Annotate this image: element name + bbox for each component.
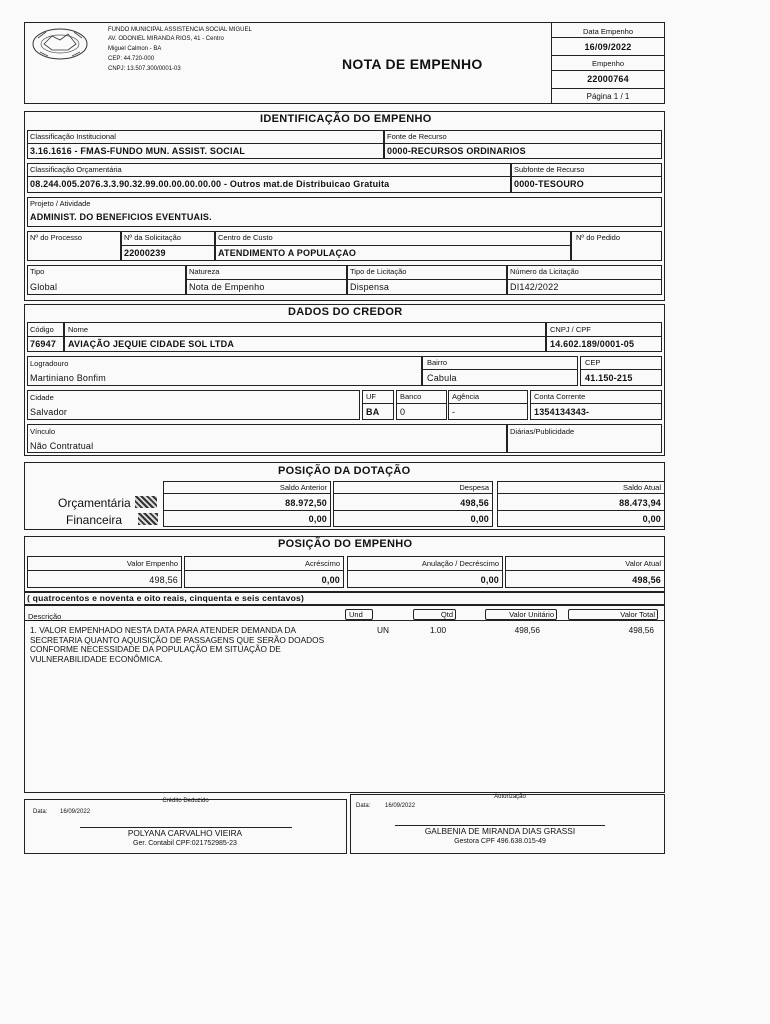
left-signer-role: Ger. Contabil CPF:021752985-23 xyxy=(133,840,237,847)
financeira-stamp-icon xyxy=(138,513,158,525)
agencia-label: Agência xyxy=(452,392,480,401)
nome-value: AVIAÇÃO JEQUIE CIDADE SOL LTDA xyxy=(68,339,235,349)
pos-empenho-title: POSIÇÃO DO EMPENHO xyxy=(278,538,413,550)
codigo-label: Código xyxy=(30,325,54,334)
banco-label: Banco xyxy=(400,392,422,401)
item-und: UN xyxy=(377,625,389,635)
page-number: Página 1 / 1 xyxy=(586,92,630,101)
item-vunit: 498,56 xyxy=(514,625,540,635)
left-date: 16/09/2022 xyxy=(60,809,91,815)
credito-deduzido-title: Crédito Deduzido xyxy=(162,798,209,804)
centro-value: ATENDIMENTO A POPULAÇAO xyxy=(218,248,357,258)
item-qtd: 1.00 xyxy=(430,625,447,635)
tipo-lic-value: Dispensa xyxy=(350,282,390,292)
autorizacao-title: Autorização xyxy=(494,794,526,800)
acrescimo-value: 0,00 xyxy=(321,575,340,585)
fonte-label: Fonte de Recurso xyxy=(387,132,447,141)
cidade-value: Salvador xyxy=(30,407,68,417)
item-desc-line: SECRETARIA QUANTO AQUISIÇÃO DE PASSAGENS QUE SERÃO DOADOS xyxy=(30,634,325,645)
bairro-value: Cabula xyxy=(427,373,457,383)
org-seal-icon xyxy=(30,26,90,62)
orc-saldo-ant: 88.972,50 xyxy=(285,498,327,508)
class-inst-value: 3.16.1616 - FMAS-FUNDO MUN. ASSIST. SOCIAL xyxy=(30,146,246,156)
conta-value: 1354134343- xyxy=(534,407,590,417)
right-date-label: Data: xyxy=(356,803,371,809)
solicitacao-label: Nº da Solicitação xyxy=(124,233,181,242)
diarias-label: Diárias/Publicidade xyxy=(510,427,575,436)
solicitacao-value: 22000239 xyxy=(124,248,166,258)
num-lic-label: Número da Licitação xyxy=(510,267,579,276)
acrescimo-label: Acréscimo xyxy=(304,559,340,568)
valor-atual-label: Valor Atual xyxy=(625,559,661,568)
data-empenho-label: Data Empenho xyxy=(582,27,634,36)
anulacao-label: Anulação / Decréscimo xyxy=(421,559,499,568)
vunit-header xyxy=(485,609,557,620)
natureza-value: Nota de Empenho xyxy=(189,282,265,292)
cep-value: 41.150-215 xyxy=(585,373,633,383)
subfonte-value: 0000-TESOURO xyxy=(514,179,584,189)
vunit-header-label: Valor Unitário xyxy=(509,610,554,619)
right-signer-role: Gestora CPF 496.638.015-49 xyxy=(454,838,546,845)
vinculo-value: Não Contratual xyxy=(30,441,94,451)
qtd-header-label: Qtd xyxy=(440,610,453,619)
banco-value: 0 xyxy=(400,407,406,417)
und-header xyxy=(345,609,373,620)
processo-label: Nº do Processo xyxy=(30,233,82,242)
saldo-atual-label: Saldo Atual xyxy=(623,483,661,492)
item-desc-line: VULNERABILIDADE ECONÔMICA. xyxy=(30,653,163,664)
uf-value: BA xyxy=(366,407,380,417)
financeira-label: Financeira xyxy=(66,513,123,527)
despesa-label: Despesa xyxy=(459,483,489,492)
item-desc-line: CONFORME NECESSIDADE DA POPULAÇÃO EM SITUAÇÃO DE xyxy=(30,644,281,655)
cep-label: CEP xyxy=(585,358,601,367)
cnpj-label: CNPJ / CPF xyxy=(550,325,591,334)
cnpj-value: 14.602.189/0001-05 xyxy=(550,339,635,349)
vtotal-header xyxy=(568,609,658,620)
natureza-label: Natureza xyxy=(189,267,220,276)
item-vtotal: 498,56 xyxy=(628,625,654,635)
fonte-value: 0000-RECURSOS ORDINARIOS xyxy=(387,146,526,156)
valor-emp-label: Valor Empenho xyxy=(126,559,178,568)
orcamentaria-stamp-icon xyxy=(135,496,157,508)
projeto-label: Projeto / Atividade xyxy=(30,199,91,208)
class-orc-label: Classificação Orçamentária xyxy=(30,165,122,174)
item-desc-line: 1. VALOR EMPENHADO NESTA DATA PARA ATENDER DEMANDA DA xyxy=(30,625,297,635)
org-cep: CEP: 44.720-000 xyxy=(108,56,155,62)
right-signer-name: GALBENIA DE MIRANDA DIAS GRASSI xyxy=(424,826,576,836)
orc-despesa: 498,56 xyxy=(460,498,489,508)
vtotal-header-label: Valor Total xyxy=(620,610,655,619)
class-inst-label: Classificação Institucional xyxy=(30,132,116,141)
tipo-value: Global xyxy=(30,282,58,292)
anulacao-value: 0,00 xyxy=(480,575,499,585)
item-row-description xyxy=(30,626,350,664)
bairro-label: Bairro xyxy=(427,358,448,367)
ident-title: IDENTIFICAÇÃO DO EMPENHO xyxy=(260,113,432,125)
org-address: AV. ODONIEL MIRANDA RIOS, 41 - Centro xyxy=(108,36,224,42)
class-orc-value: 08.244.005.2076.3.3.90.32.99.00.00.00.00.00 - Outros mat.de Distribuicao Gratuita xyxy=(30,179,390,189)
logradouro-label: Logradouro xyxy=(30,359,69,368)
qtd-header xyxy=(413,609,456,620)
fin-despesa: 0,00 xyxy=(470,514,489,524)
org-name: FUNDO MUNICIPAL ASSISTENCIA SOCIAL MIGUEL xyxy=(108,27,252,33)
orc-saldo-atual: 88.473,94 xyxy=(619,498,661,508)
desc-header: Descrição xyxy=(28,612,62,621)
tipo-lic-label: Tipo de Licitação xyxy=(350,267,407,276)
doc-title: NOTA DE EMPENHO xyxy=(342,56,483,72)
codigo-value: 76947 xyxy=(30,339,57,349)
projeto-value: ADMINIST. DO BENEFICIOS EVENTUAIS. xyxy=(30,212,212,222)
right-date: 16/09/2022 xyxy=(385,803,416,809)
data-empenho-value: 16/09/2022 xyxy=(584,42,632,52)
pedido-label: Nº do Pedido xyxy=(576,233,621,242)
und-header-label: Und xyxy=(349,610,363,619)
org-cnpj: CNPJ: 13.507.300/0001-03 xyxy=(108,66,181,72)
orcamentaria-label: Orçamentária xyxy=(58,496,131,510)
empenho-value: 22000764 xyxy=(587,74,629,84)
left-date-label: Data: xyxy=(33,809,48,815)
uf-label: UF xyxy=(366,392,376,401)
empenho-label: Empenho xyxy=(591,59,625,68)
vinculo-label: Vínculo xyxy=(30,427,56,436)
centro-label: Centro de Custo xyxy=(218,233,273,242)
valor-atual-value: 498,56 xyxy=(632,575,661,585)
logradouro-value: Martiniano Bonfim xyxy=(30,373,106,383)
fin-saldo-ant: 0,00 xyxy=(308,514,327,524)
credor-title: DADOS DO CREDOR xyxy=(288,306,403,318)
valor-extenso: ( quatrocentos e noventa e oito reais, cinquenta e seis centavos) xyxy=(27,593,305,603)
subfonte-label: Subfonte de Recurso xyxy=(514,165,585,174)
num-lic-value: DI142/2022 xyxy=(510,282,559,292)
cidade-label: Cidade xyxy=(30,393,54,402)
agencia-value: - xyxy=(452,407,456,417)
nome-label: Nome xyxy=(68,325,89,334)
left-signer-name: POLYANA CARVALHO VIEIRA xyxy=(127,828,243,838)
fin-saldo-atual: 0,00 xyxy=(642,514,661,524)
dotacao-title: POSIÇÃO DA DOTAÇÃO xyxy=(278,465,411,477)
tipo-label: Tipo xyxy=(30,267,45,276)
valor-emp-value: 498,56 xyxy=(149,575,178,585)
conta-label: Conta Corrente xyxy=(534,392,586,401)
saldo-ant-label: Saldo Anterior xyxy=(279,483,327,492)
org-city: Miguel Calmon - BA xyxy=(108,46,162,52)
